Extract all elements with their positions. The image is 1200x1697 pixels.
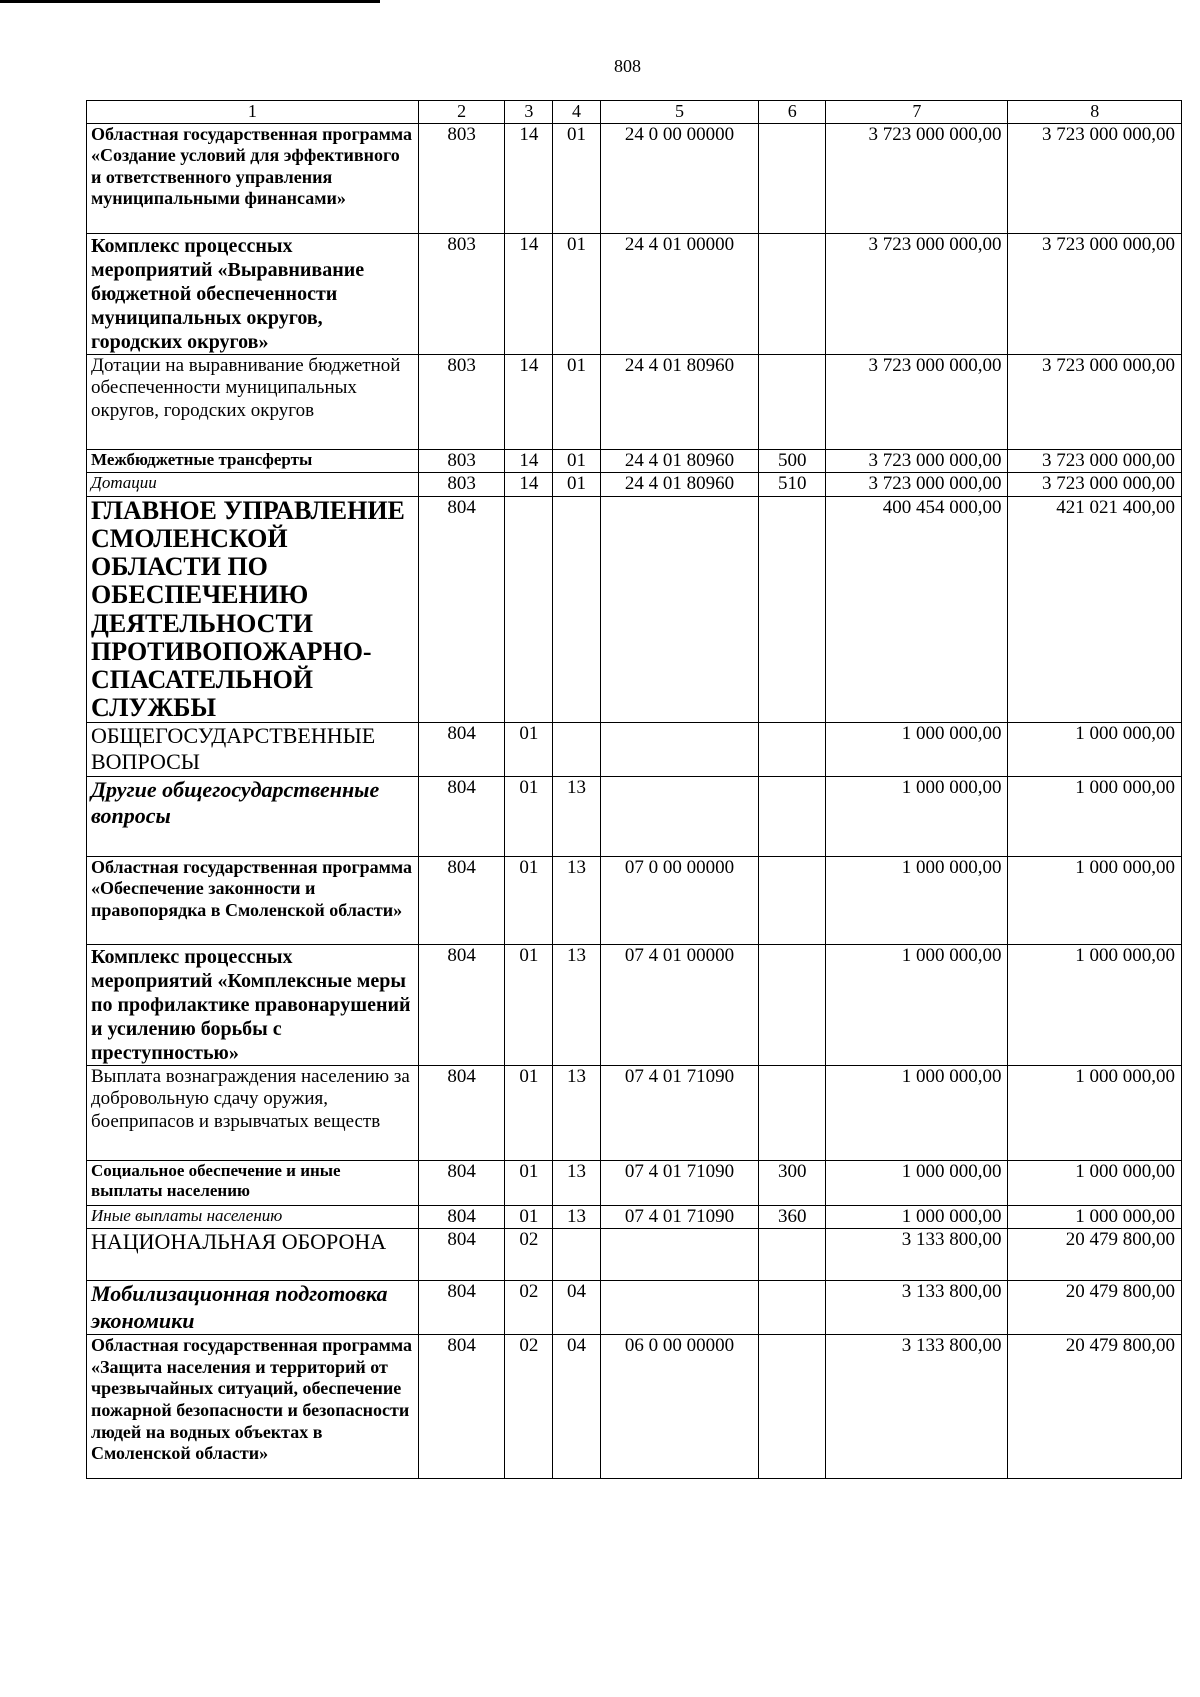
table-row [87,1335,1182,1479]
subsection-cell: 01 [553,449,601,473]
table-row [87,1065,1182,1160]
budget-table [86,100,1182,1479]
section-cell: 01 [505,856,553,944]
target-article-cell: 07 4 01 71090 [600,1160,758,1205]
subsection-cell: 13 [553,1065,601,1160]
amount-year-1-cell: 1 000 000,00 [826,1205,1008,1229]
row-name-cell: Иные выплаты населению [87,1205,419,1229]
amount-year-1-cell: 3 133 800,00 [826,1229,1008,1281]
expense-type-cell [759,722,826,776]
expense-type-cell [759,1335,826,1479]
target-article-cell: 24 4 01 80960 [600,473,758,497]
subsection-cell: 13 [553,1160,601,1205]
section-cell: 14 [505,233,553,354]
section-cell: 14 [505,354,553,449]
table-row [87,856,1182,944]
amount-year-2-cell: 421 021 400,00 [1008,497,1182,723]
section-cell: 01 [505,1160,553,1205]
target-article-cell: 07 0 00 00000 [600,856,758,944]
subsection-cell [553,497,601,723]
expense-type-cell [759,856,826,944]
section-cell: 01 [505,776,553,856]
table-row [87,722,1182,776]
row-name-cell: Социальное обеспечение и иные выплаты населению [87,1160,419,1205]
target-article-cell [600,722,758,776]
admin-code-cell: 804 [418,856,505,944]
admin-code-cell: 804 [418,497,505,723]
admin-code-cell: 804 [418,1229,505,1281]
target-article-cell [600,497,758,723]
amount-year-1-cell: 1 000 000,00 [826,722,1008,776]
expense-type-cell [759,1281,826,1335]
expense-type-cell [759,354,826,449]
expense-type-cell [759,233,826,354]
expense-type-cell [759,1229,826,1281]
subsection-cell: 13 [553,1205,601,1229]
amount-year-1-cell: 1 000 000,00 [826,856,1008,944]
section-cell: 02 [505,1335,553,1479]
target-article-cell [600,1281,758,1335]
expense-type-cell [759,497,826,723]
amount-year-1-cell: 3 133 800,00 [826,1335,1008,1479]
amount-year-2-cell: 3 723 000 000,00 [1008,449,1182,473]
target-article-cell: 24 4 01 00000 [600,233,758,354]
section-cell: 14 [505,473,553,497]
expense-type-cell: 500 [759,449,826,473]
section-cell: 01 [505,1065,553,1160]
amount-year-1-cell: 3 723 000 000,00 [826,354,1008,449]
table-row [87,449,1182,473]
subsection-cell: 04 [553,1281,601,1335]
amount-year-2-cell: 3 723 000 000,00 [1008,473,1182,497]
section-cell: 14 [505,449,553,473]
amount-year-1-cell: 1 000 000,00 [826,944,1008,1065]
amount-year-1-cell: 1 000 000,00 [826,1065,1008,1160]
column-number-row [87,101,1182,124]
section-cell [505,497,553,723]
amount-year-2-cell: 20 479 800,00 [1008,1229,1182,1281]
admin-code-cell: 804 [418,722,505,776]
table-row [87,473,1182,497]
amount-year-2-cell: 1 000 000,00 [1008,776,1182,856]
subsection-cell: 13 [553,776,601,856]
row-name-cell: Комплекс процессных мероприятий «Комплексные меры по профилактике правонарушений и усилению борьбы с преступностью» [87,944,419,1065]
target-article-cell: 07 4 01 00000 [600,944,758,1065]
column-header: 8 [1008,101,1182,124]
target-article-cell: 24 4 01 80960 [600,354,758,449]
table-row [87,1281,1182,1335]
amount-year-2-cell: 3 723 000 000,00 [1008,354,1182,449]
section-cell: 01 [505,944,553,1065]
admin-code-cell: 803 [418,449,505,473]
section-cell: 01 [505,1205,553,1229]
amount-year-1-cell: 3 133 800,00 [826,1281,1008,1335]
expense-type-cell: 510 [759,473,826,497]
table-row [87,123,1182,233]
admin-code-cell: 803 [418,473,505,497]
admin-code-cell: 803 [418,354,505,449]
expense-type-cell: 300 [759,1160,826,1205]
column-header: 2 [418,101,505,124]
subsection-cell: 01 [553,233,601,354]
column-header: 1 [87,101,419,124]
amount-year-1-cell: 3 723 000 000,00 [826,473,1008,497]
expense-type-cell [759,944,826,1065]
amount-year-2-cell: 1 000 000,00 [1008,722,1182,776]
target-article-cell: 07 4 01 71090 [600,1205,758,1229]
expense-type-cell [759,776,826,856]
section-cell: 02 [505,1229,553,1281]
expense-type-cell [759,1065,826,1160]
amount-year-2-cell: 1 000 000,00 [1008,1205,1182,1229]
table-row [87,944,1182,1065]
admin-code-cell: 804 [418,944,505,1065]
subsection-cell: 04 [553,1335,601,1479]
section-cell: 14 [505,123,553,233]
amount-year-2-cell: 20 479 800,00 [1008,1335,1182,1479]
target-article-cell [600,776,758,856]
column-header: 3 [505,101,553,124]
target-article-cell [600,1229,758,1281]
row-name-cell: Дотации на выравнивание бюджетной обеспеченности муниципальных округов, городских округов [87,354,419,449]
subsection-cell: 13 [553,856,601,944]
column-header: 4 [553,101,601,124]
row-name-cell: Выплата вознаграждения населению за добровольную сдачу оружия, боеприпасов и взрывчатых веществ [87,1065,419,1160]
table-row [87,1229,1182,1281]
admin-code-cell: 803 [418,233,505,354]
amount-year-2-cell: 3 723 000 000,00 [1008,123,1182,233]
amount-year-1-cell: 1 000 000,00 [826,776,1008,856]
row-name-cell: Межбюджетные трансферты [87,449,419,473]
amount-year-1-cell: 3 723 000 000,00 [826,233,1008,354]
row-name-cell: Дотации [87,473,419,497]
column-header: 6 [759,101,826,124]
section-cell: 01 [505,722,553,776]
target-article-cell: 07 4 01 71090 [600,1065,758,1160]
column-header: 7 [826,101,1008,124]
admin-code-cell: 804 [418,1065,505,1160]
row-name-cell: Областная государственная программа «Обеспечение законности и правопорядка в Смоленской области» [87,856,419,944]
target-article-cell: 06 0 00 00000 [600,1335,758,1479]
admin-code-cell: 804 [418,1205,505,1229]
subsection-cell [553,1229,601,1281]
amount-year-1-cell: 1 000 000,00 [826,1160,1008,1205]
subsection-cell: 01 [553,354,601,449]
table-row [87,1205,1182,1229]
target-article-cell: 24 4 01 80960 [600,449,758,473]
table-row [87,776,1182,856]
amount-year-1-cell: 3 723 000 000,00 [826,449,1008,473]
subsection-cell: 01 [553,123,601,233]
amount-year-2-cell: 1 000 000,00 [1008,944,1182,1065]
row-name-cell: ОБЩЕГОСУДАРСТВЕННЫЕ ВОПРОСЫ [87,722,419,776]
expense-type-cell [759,123,826,233]
target-article-cell: 24 0 00 00000 [600,123,758,233]
amount-year-1-cell: 400 454 000,00 [826,497,1008,723]
amount-year-2-cell: 20 479 800,00 [1008,1281,1182,1335]
table-row [87,497,1182,723]
amount-year-2-cell: 1 000 000,00 [1008,1160,1182,1205]
section-cell: 02 [505,1281,553,1335]
expense-type-cell: 360 [759,1205,826,1229]
row-name-cell: Мобилизационная подготовка экономики [87,1281,419,1335]
admin-code-cell: 804 [418,1160,505,1205]
admin-code-cell: 804 [418,1335,505,1479]
table-row [87,354,1182,449]
subsection-cell: 01 [553,473,601,497]
subsection-cell: 13 [553,944,601,1065]
amount-year-2-cell: 3 723 000 000,00 [1008,233,1182,354]
page-number: 808 [614,56,641,76]
row-name-cell: НАЦИОНАЛЬНАЯ ОБОРОНА [87,1229,419,1281]
amount-year-2-cell: 1 000 000,00 [1008,1065,1182,1160]
amount-year-2-cell: 1 000 000,00 [1008,856,1182,944]
row-name-cell: ГЛАВНОЕ УПРАВЛЕНИЕ СМОЛЕНСКОЙ ОБЛАСТИ ПО ОБЕСПЕЧЕНИЮ ДЕЯТЕЛЬНОСТИ ПРОТИВОПОЖАРНО-СПАСАТЕЛЬНОЙ СЛУЖБЫ [87,497,419,723]
table-row [87,1160,1182,1205]
table-row [87,233,1182,354]
amount-year-1-cell: 3 723 000 000,00 [826,123,1008,233]
subsection-cell [553,722,601,776]
row-name-cell: Другие общегосударственные вопросы [87,776,419,856]
column-header: 5 [600,101,758,124]
admin-code-cell: 804 [418,1281,505,1335]
row-name-cell: Комплекс процессных мероприятий «Выравнивание бюджетной обеспеченности муниципальных округов, городских округов» [87,233,419,354]
admin-code-cell: 803 [418,123,505,233]
row-name-cell: Областная государственная программа «Создание условий для эффективного и ответственного управления муниципальными финансами» [87,123,419,233]
row-name-cell: Областная государственная программа «Защита населения и территорий от чрезвычайных ситуаций, обеспечение пожарной безопасности и безопасности людей на водных объектах в Смоленской области» [87,1335,419,1479]
scan-edge-line [0,0,380,3]
admin-code-cell: 804 [418,776,505,856]
